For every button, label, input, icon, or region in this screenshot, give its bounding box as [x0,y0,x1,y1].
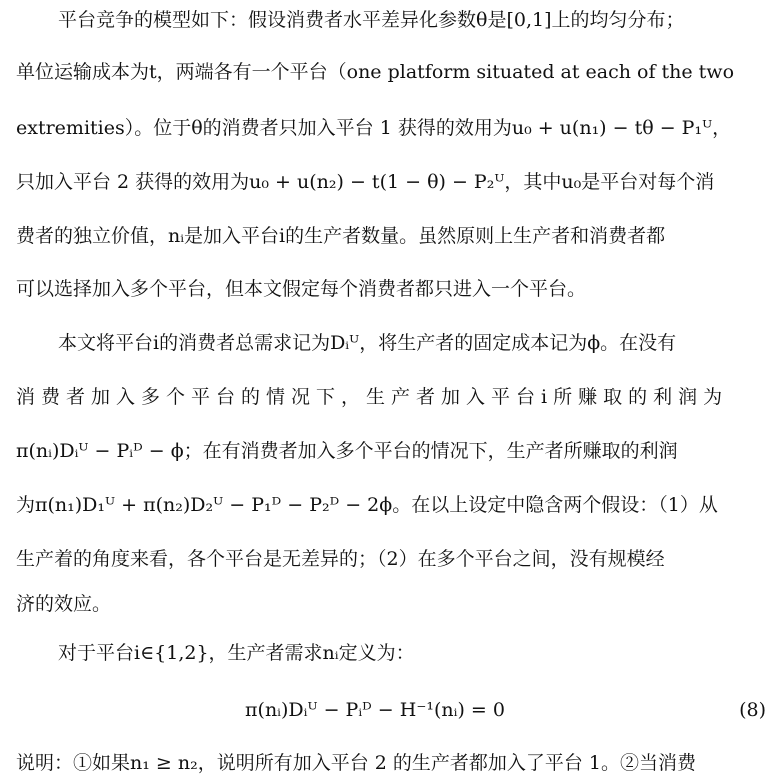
p1-line-4: 只加入平台 2 获得的效用为u₀ + u(n₂) − t(1 − θ) − P₂ᵁ，其中u₀是平台对每个消 [16,171,715,193]
p2-line-2: 消费者加入多个平台的情况下，生产者加入平台i所赚取的利润为 [16,386,729,408]
p2-line-4: 为π(n₁)D₁ᵁ + π(n₂)D₂ᵁ − P₁ᴰ − P₂ᴰ − 2ϕ。在以上设定中隐含两个假设：（1）从 [16,494,718,516]
p3-line-1: 对于平台i∈{1,2}，生产者需求nᵢ定义为： [58,642,415,664]
p4-line-1: 说明：①如果n₁ ≥ n₂，说明所有加入平台 2 的生产者都加入了平台 1。②当消费 [16,752,697,774]
p1-line-1: 平台竞争的模型如下：假设消费者水平差异化参数θ是[0,1]上的均匀分布； [58,9,685,31]
p2-line-6: 济的效应。 [16,593,112,615]
p2-line-1: 本文将平台i的消费者总需求记为Dᵢᵁ，将生产者的固定成本记为ϕ。在没有 [58,332,677,354]
equation-number: (8) [739,699,766,721]
p1-line-6: 可以选择加入多个平台，但本文假定每个消费者都只进入一个平台。 [16,278,587,300]
p1-line-5: 费者的独立价值，nᵢ是加入平台i的生产者数量。虽然原则上生产者和消费者都 [16,225,666,247]
p1-line-3: extremities）。位于θ的消费者只加入平台 1 获得的效用为u₀ + u(n₁) − tθ − P₁ᵁ， [16,117,732,139]
p2-line-3: π(nᵢ)Dᵢᵁ − Pᵢᴰ − ϕ；在有消费者加入多个平台的情况下，生产者所赚取的利润 [16,440,678,462]
p1-line-2: 单位运输成本为t，两端各有一个平台（one platform situated at each of the two [16,61,735,83]
equation-8: π(nᵢ)Dᵢᵁ − Pᵢᴰ − H⁻¹(nᵢ) = 0 [245,699,505,721]
p2-line-5: 生产着的角度来看，各个平台是无差异的；（2）在多个平台之间，没有规模经 [16,548,665,570]
